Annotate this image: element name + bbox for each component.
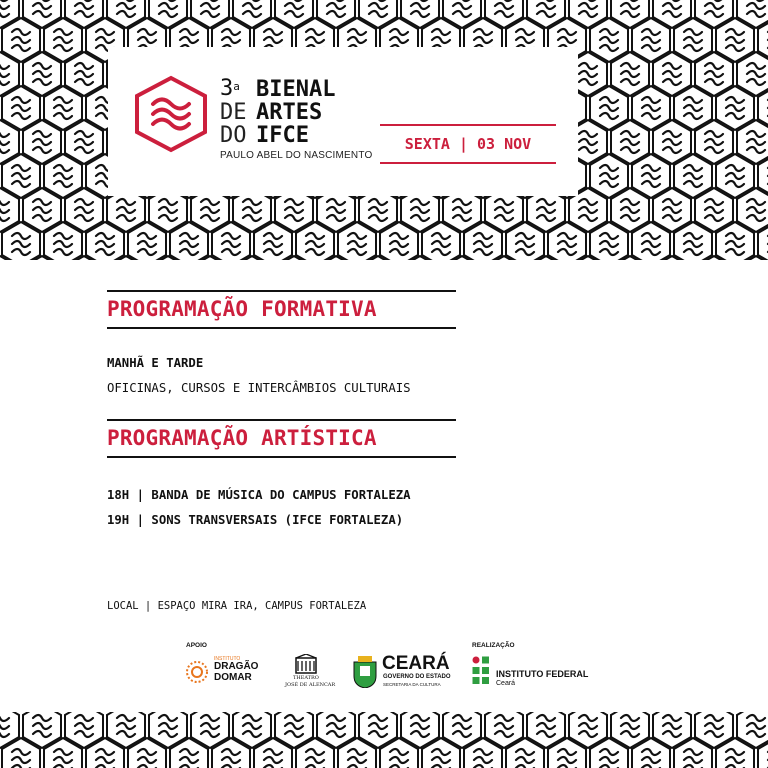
dragao-small-text: INSTITUTO	[214, 656, 241, 662]
logo-word-bienal: BIENAL	[256, 77, 336, 102]
theatro-line2: JOSÉ DE ALENCAR	[285, 682, 336, 688]
instituto-federal-logo	[472, 656, 592, 688]
decorative-pattern-bottom	[0, 712, 768, 768]
logo-word-do: DO	[220, 123, 247, 148]
if-name: INSTITUTO FEDERAL	[496, 669, 589, 679]
logo-word-ifce: IFCE	[256, 123, 309, 148]
section-title-artistica: PROGRAMAÇÃO ARTÍSTICA	[107, 419, 456, 458]
date-badge	[380, 124, 556, 164]
location-text: LOCAL | ESPAÇO MIRA IRA, CAMPUS FORTALEZA	[107, 600, 367, 612]
artistica-item: 19H | SONS TRANSVERSAIS (IFCE FORTALEZA)	[107, 513, 404, 527]
logo-subtitle: PAULO ABEL DO NASCIMENTO	[220, 150, 373, 161]
dragao-line1: DRAGÃO	[214, 661, 259, 672]
if-sub: Ceará	[496, 680, 516, 687]
ceara-sub2: SECRETARIA DA CULTURA	[383, 682, 441, 687]
date-text: SEXTA | 03 NOV	[404, 135, 532, 153]
realizacao-label: REALIZAÇÃO	[472, 642, 515, 649]
dragao-line2: DOMAR	[214, 672, 252, 683]
formativa-when: MANHÃ E TARDE	[107, 356, 204, 370]
ceara-text: CEARÁ	[382, 653, 450, 674]
theatro-jose-de-alencar-logo	[285, 654, 335, 690]
artistica-item: 18H | BANDA DE MÚSICA DO CAMPUS FORTALEZA	[107, 488, 411, 502]
apoio-label: APOIO	[186, 642, 207, 649]
header-card	[108, 47, 578, 196]
logo-word-artes: ARTES	[256, 100, 323, 125]
dragao-sun-icon	[184, 659, 210, 685]
governo-ceara-logo	[352, 652, 454, 690]
section-title-formativa: PROGRAMAÇÃO FORMATIVA	[107, 290, 456, 329]
theatro-building-icon	[295, 654, 317, 674]
edition-number: 3$^a$	[220, 76, 240, 101]
bienal-logo-icon	[131, 74, 211, 154]
dragao-do-mar-logo	[184, 656, 259, 690]
theatro-line1: THEATRO	[293, 675, 319, 681]
logo-word-de: DE	[220, 100, 247, 125]
formativa-desc: OFICINAS, CURSOS E INTERCÂMBIOS CULTURAIS	[107, 381, 411, 395]
ceara-sub1: GOVERNO DO ESTADO	[383, 674, 451, 680]
ceara-coat-of-arms-icon	[352, 654, 378, 688]
if-grid-icon	[472, 656, 492, 686]
